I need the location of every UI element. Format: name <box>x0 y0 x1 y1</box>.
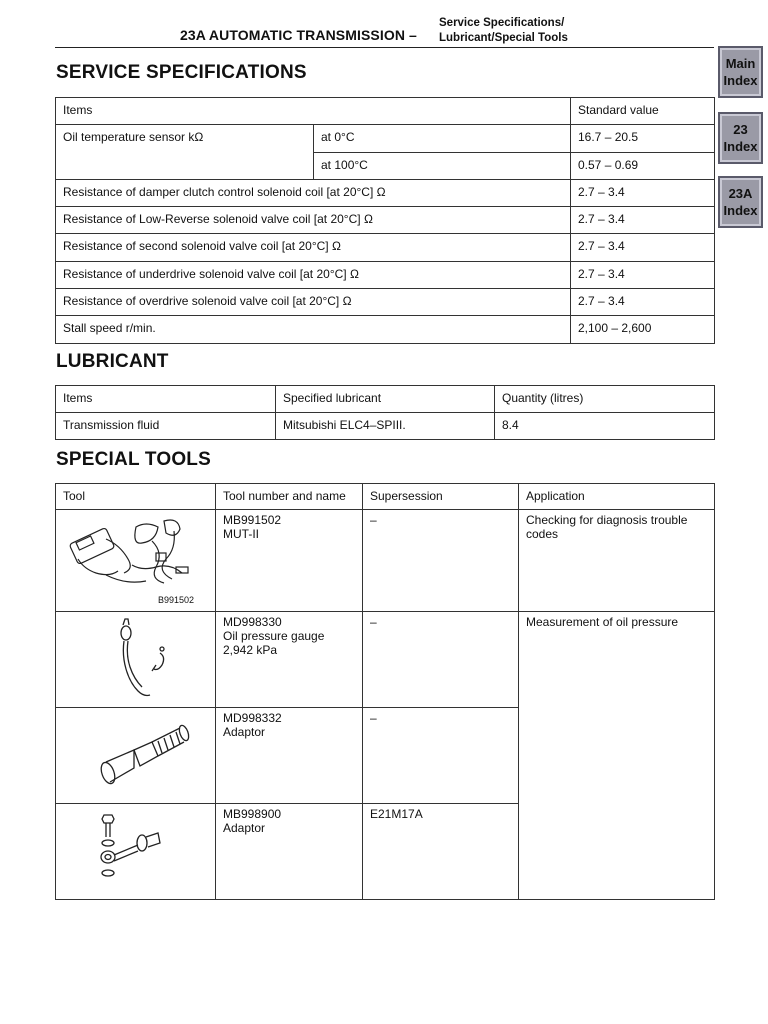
col-supersession-header: Supersession <box>363 484 519 510</box>
table-row <box>56 289 715 316</box>
table-row <box>56 261 715 288</box>
tool-image-cell <box>56 708 216 804</box>
index-23a-tab-line1: 23A <box>728 186 753 201</box>
main-index-tab[interactable] <box>718 46 763 98</box>
tool-image-label: B991502 <box>158 595 195 605</box>
service-specifications-table <box>55 97 715 344</box>
spec-value: 2.7 – 3.4 <box>571 234 715 261</box>
spec-item: Resistance of Low-Reverse solenoid valve coil [at 20°C] Ω <box>56 207 571 234</box>
tool-name: Oil pressure gauge <box>223 629 325 643</box>
tool-number-cell <box>216 804 363 900</box>
oil-temp-condition: at 100°C <box>314 152 571 179</box>
table-row <box>56 316 715 343</box>
table-row <box>56 125 715 152</box>
tool-name: MUT-II <box>223 527 259 541</box>
tool-number-cell <box>216 612 363 708</box>
index-23-tab-line1: 23 <box>733 122 748 137</box>
tool-number: MB998900 <box>223 807 282 821</box>
oil-temp-value: 0.57 – 0.69 <box>571 152 715 179</box>
spec-value: 2.7 – 3.4 <box>571 289 715 316</box>
spec-value: 2,100 – 2,600 <box>571 316 715 343</box>
spec-item: Resistance of damper clutch control solenoid coil [at 20°C] Ω <box>56 179 571 206</box>
oil-temp-sensor-label: Oil temperature sensor kΩ <box>56 125 314 180</box>
oil-temp-value: 16.7 – 20.5 <box>571 125 715 152</box>
tool-image-cell <box>56 804 216 900</box>
service-specifications-title: SERVICE SPECIFICATIONS <box>56 62 307 83</box>
oil-pressure-gauge-icon <box>66 615 206 701</box>
table-header-row <box>56 98 715 125</box>
table-header-row <box>56 386 715 413</box>
spec-item: Resistance of overdrive solenoid valve coil [at 20°C] Ω <box>56 289 571 316</box>
tool-number: MB991502 <box>223 513 282 527</box>
banjo-adaptor-icon <box>66 807 206 893</box>
adaptor-fitting-icon <box>66 711 206 797</box>
spec-value: 2.7 – 3.4 <box>571 261 715 288</box>
oil-temp-condition: at 0°C <box>314 125 571 152</box>
index-23a-tab-line2: Index <box>723 203 758 218</box>
lubricant-table <box>55 385 715 440</box>
tool-application: Measurement of oil pressure <box>519 612 715 900</box>
main-index-tab-line1: Main <box>725 56 756 71</box>
tool-number: MD998330 <box>223 615 282 629</box>
table-row <box>56 612 715 708</box>
lubricant-name: Mitsubishi ELC4–SPIII. <box>276 413 495 440</box>
tool-name: Adaptor <box>223 725 266 739</box>
col-standard-header: Standard value <box>571 98 715 125</box>
lubricant-item: Transmission fluid <box>56 413 276 440</box>
special-tools-table <box>55 483 715 900</box>
col-tool-header: Tool <box>56 484 216 510</box>
index-23-tab-line2: Index <box>723 139 758 154</box>
col-tool-number-header: Tool number and name <box>216 484 363 510</box>
tool-supersession: – <box>363 510 519 612</box>
lubricant-quantity: 8.4 <box>495 413 715 440</box>
col-quantity-header: Quantity (litres) <box>495 386 715 413</box>
tool-image-cell <box>56 510 216 612</box>
main-index-tab-line2: Index <box>723 73 758 88</box>
special-tools-title: SPECIAL TOOLS <box>56 449 211 470</box>
tool-image-cell <box>56 612 216 708</box>
header-rule <box>55 47 714 48</box>
table-row <box>56 234 715 261</box>
index-23a-tab[interactable] <box>718 176 763 228</box>
tool-number-cell <box>216 708 363 804</box>
spec-value: 2.7 – 3.4 <box>571 207 715 234</box>
index-23-tab[interactable] <box>718 112 763 164</box>
table-row <box>56 413 715 440</box>
table-row <box>56 207 715 234</box>
table-row <box>56 510 715 612</box>
tool-supersession: E21M17A <box>363 804 519 900</box>
spec-item: Resistance of second solenoid valve coil [at 20°C] Ω <box>56 234 571 261</box>
col-items-header: Items <box>56 98 571 125</box>
header-subtitle-line2: Lubricant/Special Tools <box>439 32 568 44</box>
spec-item: Resistance of underdrive solenoid valve coil [at 20°C] Ω <box>56 261 571 288</box>
col-lubricant-header: Specified lubricant <box>276 386 495 413</box>
tool-application: Checking for diagnosis trouble codes <box>519 510 715 612</box>
spec-item: Stall speed r/min. <box>56 316 571 343</box>
col-items-header: Items <box>56 386 276 413</box>
header-subtitle-line1: Service Specifications/ <box>439 17 565 29</box>
tool-number: MD998332 <box>223 711 282 725</box>
tool-supersession: – <box>363 708 519 804</box>
spec-value: 2.7 – 3.4 <box>571 179 715 206</box>
tool-spec: 2,942 kPa <box>223 643 278 657</box>
tool-name: Adaptor <box>223 821 266 835</box>
col-application-header: Application <box>519 484 715 510</box>
table-header-row <box>56 484 715 510</box>
header-title: 23A AUTOMATIC TRANSMISSION – <box>180 27 417 43</box>
mut-ii-tester-icon <box>66 513 206 601</box>
tool-number-cell <box>216 510 363 612</box>
header-subtitle <box>439 16 568 46</box>
tool-supersession: – <box>363 612 519 708</box>
lubricant-title: LUBRICANT <box>56 351 169 372</box>
table-row <box>56 179 715 206</box>
